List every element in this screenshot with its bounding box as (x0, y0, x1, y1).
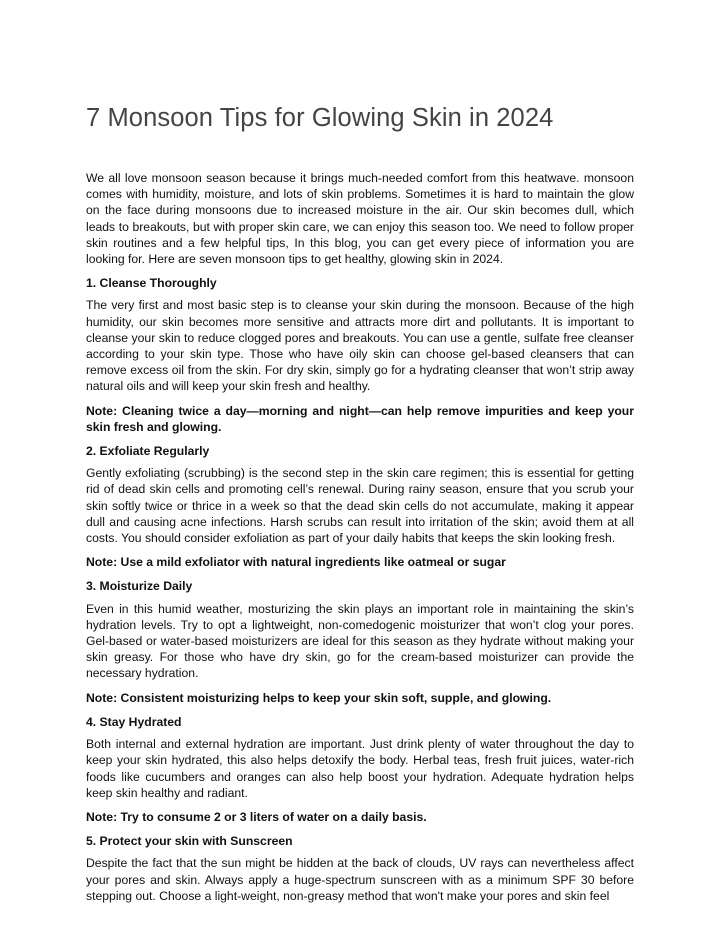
section-exfoliate (86, 443, 634, 570)
section-note: Note: Consistent moisturizing helps to keep your skin soft, supple, and glowing. (86, 690, 552, 705)
section-sunscreen (86, 833, 634, 904)
section-moisturize (86, 578, 634, 705)
section-body: Gently exfoliating (scrubbing) is the second step in the skin care regimen; this is essential for getting rid of dead skin cells and promoting cell’s renewal. During rainy season, ensure that you scrub your skin softly twice or thrice in a week so that the dead skin cells do not accumulate, making it appear dull and causing acne infections. Harsh scrubs can result into irritation of the skin; avoid them at all costs. You should consider exfoliation as part of your daily habits that keeps the skin looking fresh. (86, 466, 634, 546)
section-body: Despite the fact that the sun might be hidden at the back of clouds, UV rays can nevertheless affect your pores and skin. Always apply a huge-spectrum sunscreen with as a minimum SPF 30 before stepping out. Choose a light-weight, non-greasy method that won't make your pores and skin feel (86, 856, 634, 903)
section-heading: 1. Cleanse Thoroughly (86, 276, 217, 291)
section-note: Note: Try to consume 2 or 3 liters of water on a daily basis. (86, 809, 427, 824)
section-body: The very first and most basic step is to cleanse your skin during the monsoon. Because of the high humidity, our skin becomes more sensitive and attracts more dirt and pollutants. It is important to cleanse your skin to reduce clogged pores and breakouts. You can use a gentle, sulfate free cleanser according to your skin type. Those who have oily skin can choose gel-based cleansers that can remove excess oil from the skin. For dry skin, simply go for a hydrating cleanser that won’t strip away natural oils and will keep your skin fresh and healthy. (86, 298, 634, 394)
section-heading: 5. Protect your skin with Sunscreen (86, 834, 293, 849)
section-body: Even in this humid weather, mosturizing the skin plays an important role in maintaining the skin’s hydration levels. Try to opt a lightweight, non-comedogenic moisturizer that won’t clog your pores. Gel-based or water-based moisturizers are ideal for this season as they hydrate without making your skin greasy. For those who have dry skin, go for the cream-based moisturizer can provide the necessary hydration. (86, 601, 634, 681)
section-heading: 3. Moisturize Daily (86, 579, 193, 594)
section-note: Note: Cleaning twice a day—morning and night—can help remove impurities and keep your skin fresh and glowing. (86, 403, 634, 434)
page-title: 7 Monsoon Tips for Glowing Skin in 2024 (86, 104, 554, 132)
intro-paragraph: We all love monsoon season because it brings much-needed comfort from this heatwave. monsoon comes with humidity, moisture, and lots of skin problems. Sometimes it is hard to maintain the glow on the face during monsoons due to increased moisture in the air. Our skin becomes dull, which leads to breakouts, but with proper skin care, we can enjoy this season too. We need to follow proper skin routines and a few helpful tips, In this blog, you can get every piece of information you are looking for. Here are seven monsoon tips to get healthy, glowing skin in 2024. (86, 171, 634, 267)
section-body: Both internal and external hydration are important. Just drink plenty of water throughout the day to keep your skin hydrated, this also helps detoxify the body. Herbal teas, fresh fruit juices, water-rich foods like cucumbers and oranges can also help boost your hydration. Adequate hydration helps keep skin healthy and radiant. (86, 737, 634, 800)
section-cleanse (86, 275, 634, 435)
section-heading: 4. Stay Hydrated (86, 714, 182, 729)
section-note: Note: Use a mild exfoliator with natural ingredients like oatmeal or sugar (86, 555, 506, 570)
section-heading: 2. Exfoliate Regularly (86, 444, 210, 459)
section-hydrate (86, 714, 634, 825)
